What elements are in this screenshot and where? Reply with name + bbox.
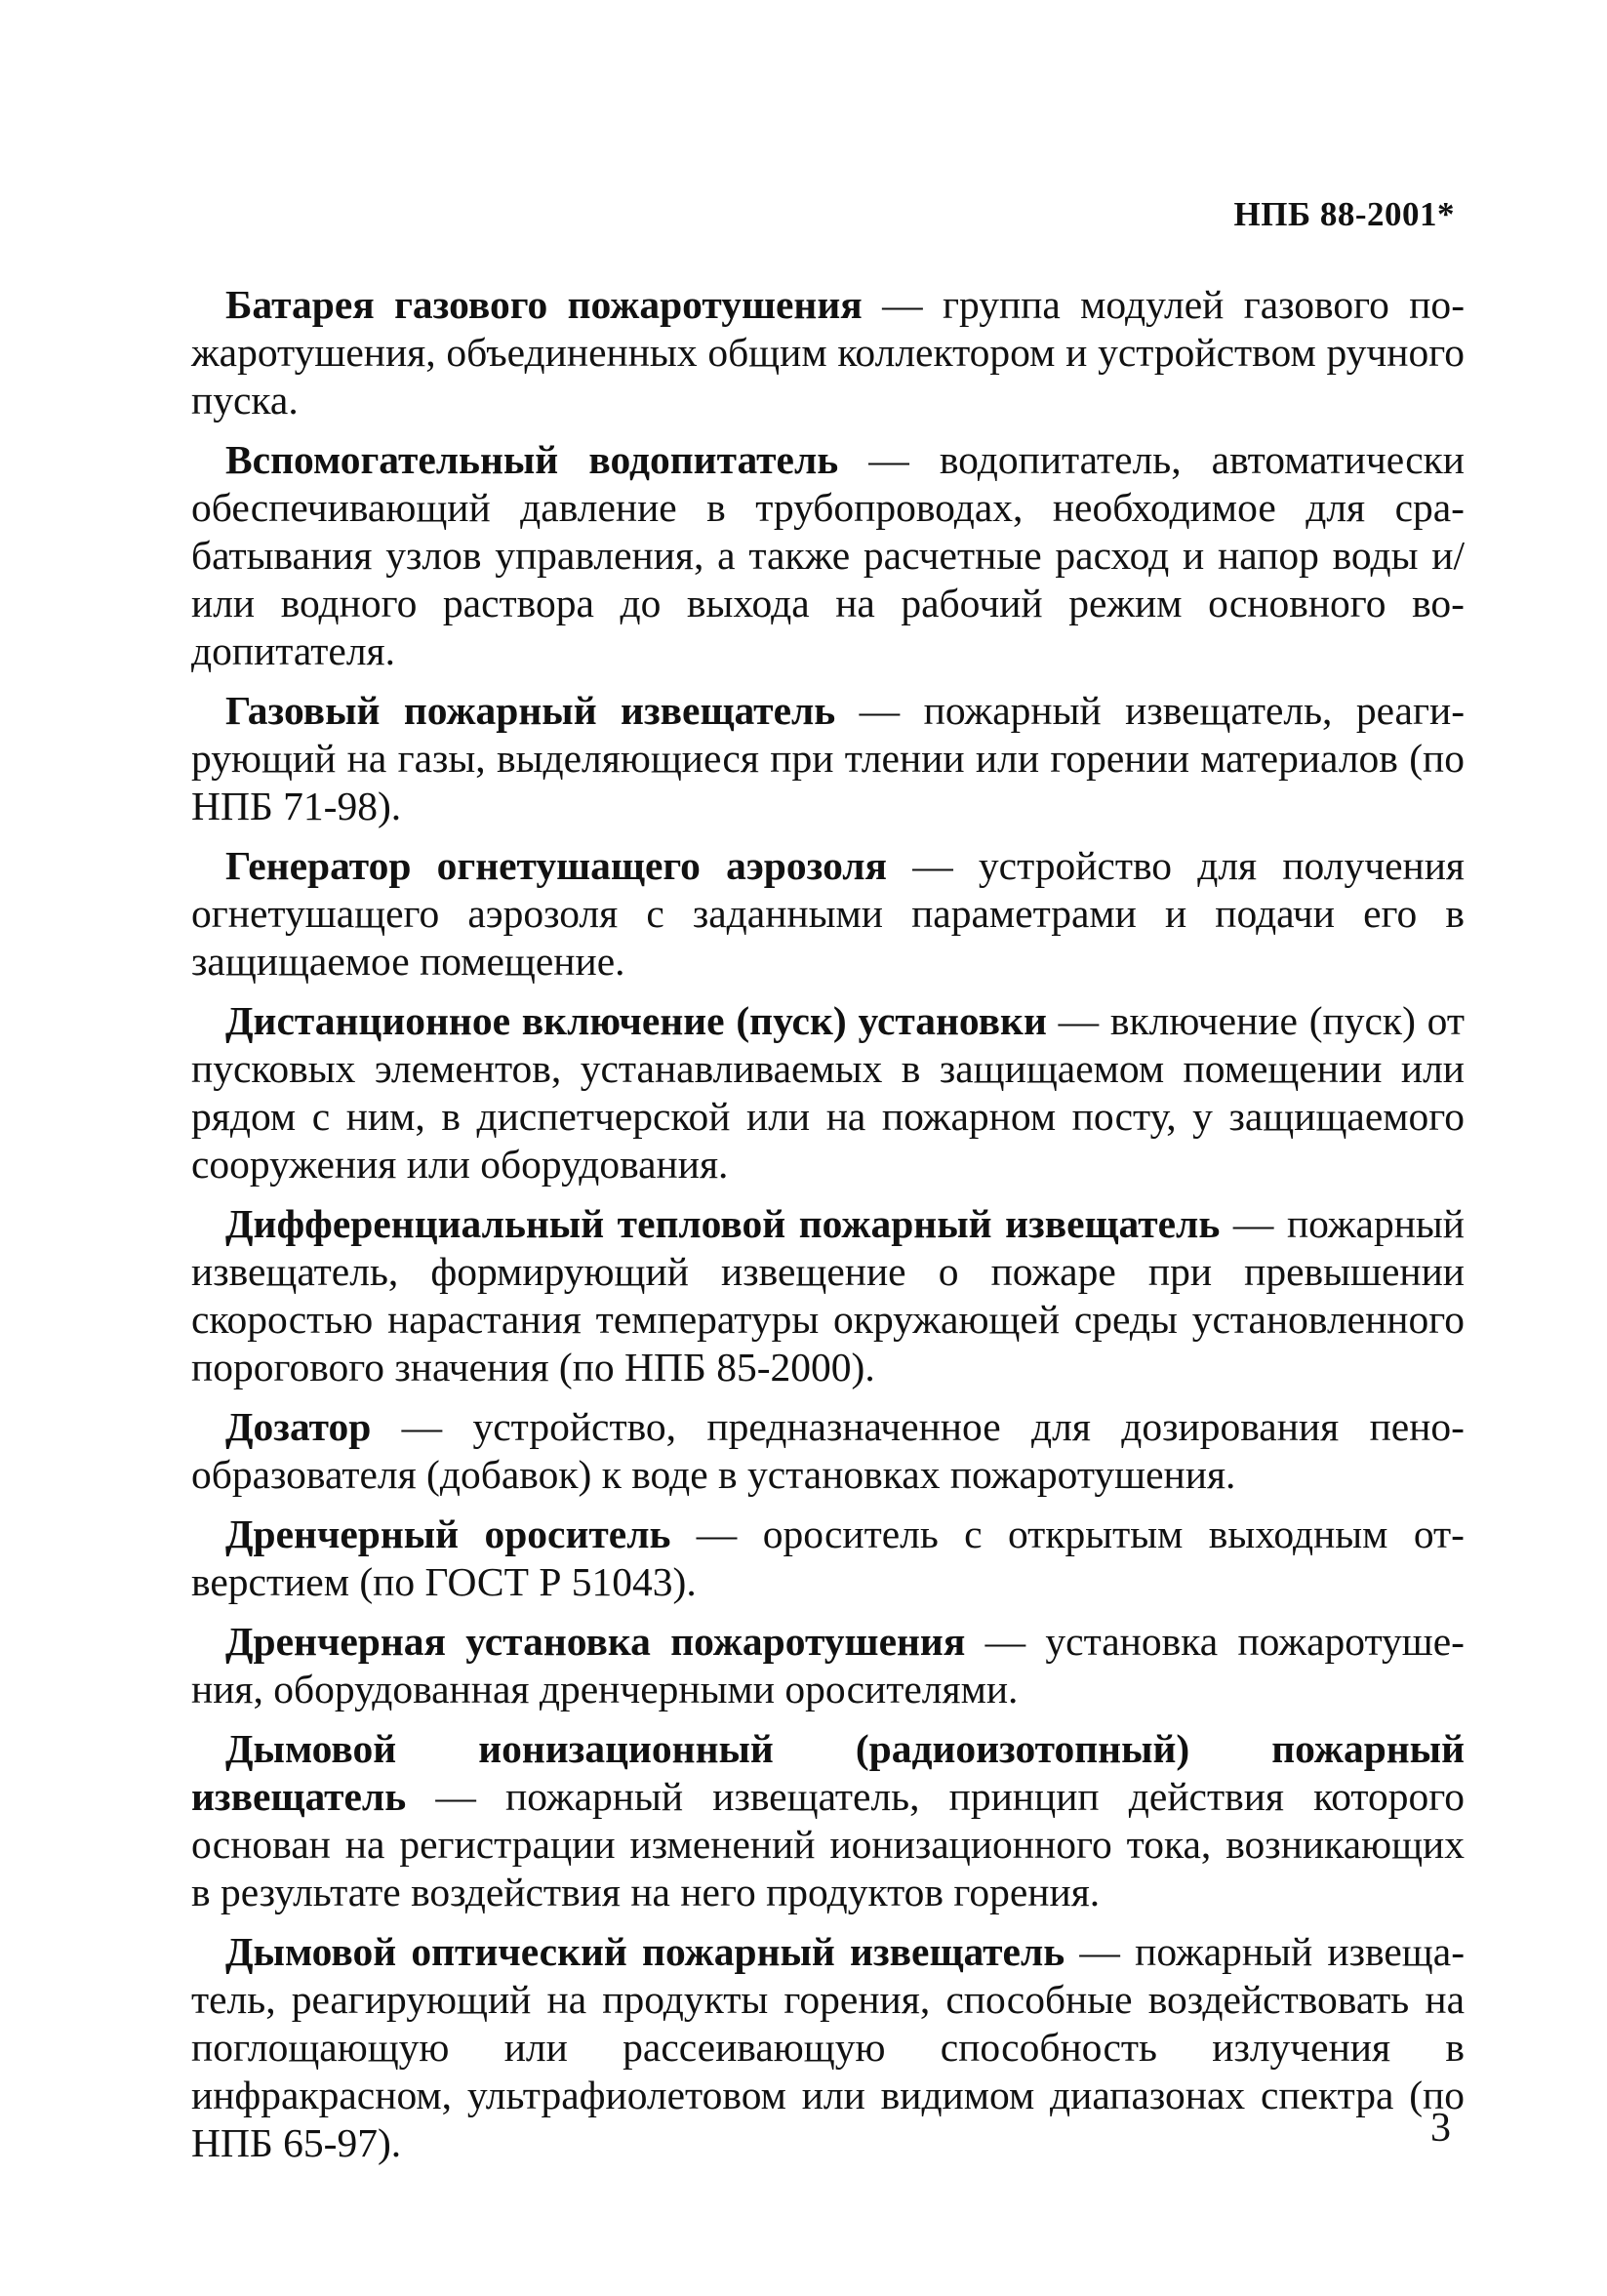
entry-separator: — <box>1220 1201 1287 1246</box>
entry-separator: — <box>371 1404 473 1449</box>
entry-term: Дозатор <box>225 1404 372 1449</box>
definition-entry <box>191 436 1465 675</box>
definition-entry <box>191 1618 1465 1713</box>
entry-definition: пожарный извещатель, реагирующий на продукты горения, способные воздействовать на поглощающую или рассеивающую способность излучения в инфракрасном, ультрафиолетовом или видимом диапазонах спектра (по НПБ 65-97). <box>191 1929 1466 2165</box>
entry-definition: водопитатель, автоматически обеспечивающий давление в трубопроводах, необходимое для срабатывания узлов управления, а также расчетные расход и напор воды и/или водного раствора до выхода на рабочий режим основного водопитателя. <box>191 437 1465 673</box>
entry-term: Газовый пожарный извещатель <box>225 688 836 733</box>
entry-definition: группа модулей газового пожаротушения, объединенных общим коллектором и устройством ручного пуска. <box>191 282 1466 423</box>
definition-entry <box>191 1928 1465 2167</box>
definition-entry <box>191 1725 1465 1916</box>
entry-separator: — <box>835 688 924 733</box>
entry-term: Дымовой оптический пожарный извещатель <box>225 1929 1065 1974</box>
entry-term: Дифференциальный тепловой пожарный извещатель <box>225 1201 1221 1246</box>
definition-entry <box>191 1403 1465 1499</box>
entry-definition: включение (пуск) от пусковых элементов, устанавливаемых в защищаемом помещении или рядом с ним, в диспетчерской или на пожарном посту, у защищаемого сооружения или оборудования. <box>191 998 1466 1187</box>
page-number: 3 <box>1430 2106 1451 2151</box>
entry-term: Генератор огнетушащего аэрозоля <box>225 843 888 888</box>
entry-separator: — <box>406 1774 505 1819</box>
entry-separator: — <box>838 437 940 482</box>
definitions-list <box>191 281 1465 2179</box>
entry-definition: пожарный извещатель, принцип действия которого основан на регистрации изменений ионизационного тока, возникающих в результате воздействия на него продуктов горения. <box>191 1774 1465 1914</box>
entry-definition: пожарный извещатель, формирующий извещение о пожаре при превышении скоростью нарастания температуры окружающей среды установленного порогового значения (по НПБ 85-2000). <box>191 1201 1466 1390</box>
definition-entry <box>191 1511 1465 1606</box>
definition-entry <box>191 997 1465 1188</box>
entry-separator: — <box>1065 1929 1136 1974</box>
entry-definition: установка пожаротушения, оборудованная дренчерными оросителями. <box>191 1619 1465 1712</box>
entry-term: Дистанционное включение (пуск) установки <box>225 998 1047 1043</box>
entry-definition: ороситель с открытым выходным отверстием (по ГОСТ Р 51043). <box>191 1511 1465 1604</box>
entry-separator: — <box>1046 998 1110 1043</box>
entry-term: Вспомогательный водопитатель <box>225 437 839 482</box>
document-code: НПБ 88-2001* <box>1233 195 1455 233</box>
definition-entry <box>191 1200 1465 1391</box>
entry-term: Дымовой ионизационный (радиоизотопный) пожарный извещатель <box>191 1726 1465 1819</box>
entry-separator: — <box>862 282 943 327</box>
entry-definition: пожарный извещатель, реагирующий на газы, выделяющиеся при тлении или горении материалов (по НПБ 71-98). <box>191 688 1466 828</box>
definition-entry <box>191 842 1465 986</box>
entry-definition: устройство для получения огнетушащего аэрозоля с заданными параметрами и подачи его в защищаемое помещение. <box>191 843 1466 984</box>
entry-term: Батарея газового пожаротушения <box>225 282 863 327</box>
entry-term: Дренчерный ороситель <box>225 1511 671 1556</box>
entry-definition: устройство, предназначенное для дозирования пенообразователя (добавок) к воде в установках пожаротушения. <box>191 1404 1465 1497</box>
entry-separator: — <box>887 843 979 888</box>
definition-entry <box>191 281 1465 424</box>
entry-separator: — <box>670 1511 763 1556</box>
entry-separator: — <box>965 1619 1046 1664</box>
definition-entry <box>191 687 1465 830</box>
entry-term: Дренчерная установка пожаротушения <box>225 1619 966 1664</box>
